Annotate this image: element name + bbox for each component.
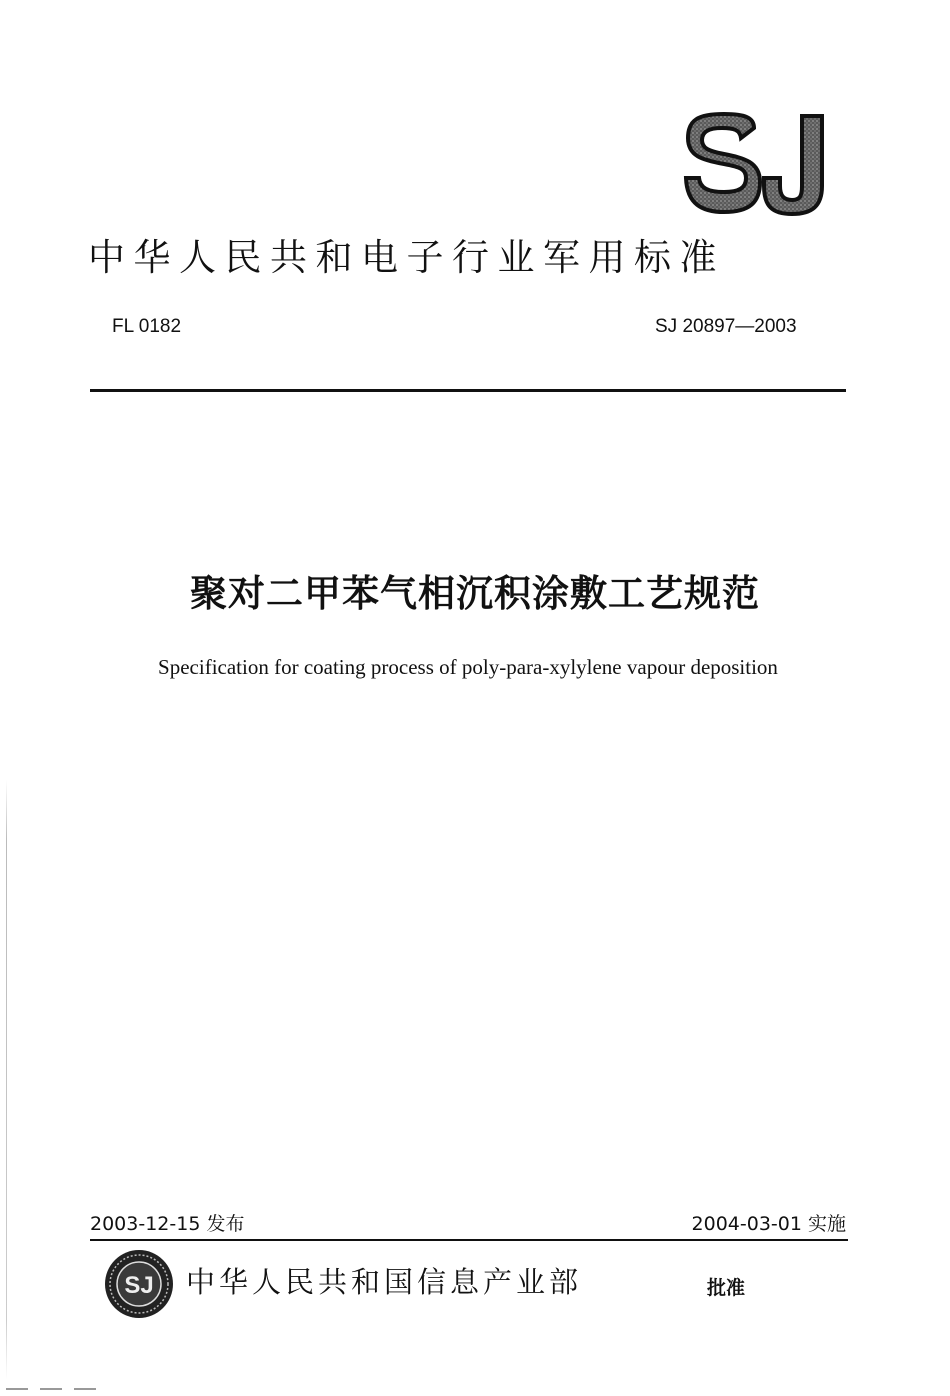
scan-edge-mark bbox=[6, 780, 7, 1380]
scan-edge-dash bbox=[6, 1388, 106, 1390]
bottom-divider bbox=[90, 1239, 848, 1241]
approval-label: 批准 bbox=[707, 1277, 746, 1299]
standard-title: 中华人民共和电子行业军用标准 bbox=[88, 236, 725, 279]
top-divider bbox=[90, 389, 846, 392]
standard-number: SJ 20897—2003 bbox=[655, 316, 797, 337]
ministry-emblem-icon bbox=[103, 1248, 175, 1320]
document-title-english: Specification for coating process of poly-para-xylylene vapour deposition bbox=[158, 655, 778, 679]
logo-text: SJ bbox=[584, 12, 585, 13]
publish-date: 2003-12-15 发布 bbox=[90, 1213, 245, 1235]
emblem-text: SJ bbox=[124, 1272, 154, 1299]
document-title-chinese: 聚对二甲苯气相沉积涂敷工艺规范 bbox=[190, 572, 760, 615]
classification-code: FL 0182 bbox=[112, 316, 182, 337]
logo-letter-s bbox=[686, 114, 760, 212]
logo-letter-j bbox=[764, 116, 822, 214]
effective-date: 2004-03-01 实施 bbox=[691, 1213, 846, 1235]
sj-logo bbox=[584, 12, 834, 220]
ministry-name: 中华人民共和国信息产业部 bbox=[186, 1265, 583, 1299]
